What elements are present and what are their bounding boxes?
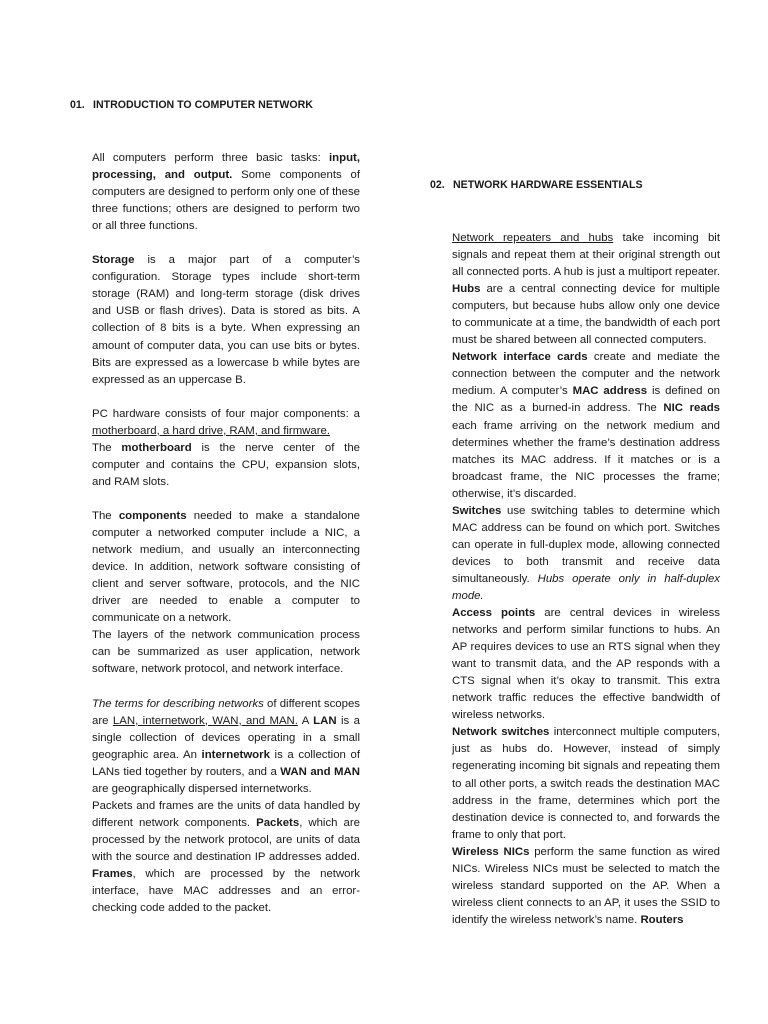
paragraph-access-points: Access points are central devices in wireless networks and perform similar functions to hubs. An AP requires devices to use an RTS signal when they want to transmit data, and the AP responds with a CTS signal when it’s okay to transmit. This extra network traffic reduces the effective bandwidth of wireless networks. xyxy=(452,607,721,722)
section-number: 01. xyxy=(70,99,85,111)
section-title: NETWORK HARDWARE ESSENTIALS xyxy=(453,179,643,191)
paragraph-network-switches: Network switches interconnect multiple computers, just as hubs do. However, instead of simply regenerating incoming bit signals and repeating them to all other ports, a switch reads the destination MAC address in the frame, determines which port the destination device is connected to, and forwards the frame to only that port. xyxy=(452,726,720,841)
section-heading-02 xyxy=(430,178,643,192)
section-number: 02. xyxy=(430,179,445,191)
paragraph-nic: Network interface cards create and mediate the connection between the computer and the network medium. A computer’s MAC address is defined on the NIC as a burned-in address. The NIC reads each frame arriving on the network medium and determines whether the frame’s destination address matches its MAC address. If it matches or is a broadcast frame, the NIC processes the frame; otherwise, it’s discarded. xyxy=(452,351,720,500)
section-title: INTRODUCTION TO COMPUTER NETWORK xyxy=(93,99,313,111)
paragraph-packets-frames: Packets and frames are the units of data handled by different network components. Packets, which are processed by the network protocol, are units of data with the source and destination IP addresses added. Frames, which are processed by the network interface, have MAC addresses and an error-checking code added to the packet. xyxy=(92,799,360,915)
paragraph-motherboard: The motherboard is the nerve center of the computer and contains the CPU, expansion slots, and RAM slots. xyxy=(92,441,360,488)
paragraph-basic-tasks: All computers perform three basic tasks: input, processing, and output. Some components of computers are designed to perform only one of these three functions; others are designed to perform two or all three functions. xyxy=(92,152,360,233)
paragraph-layers: The layers of the network communication process can be summarized as user application, network software, network protocol, and network interface. xyxy=(92,629,360,676)
paragraph-wireless-nics: Wireless NICs perform the same function as wired NICs. Wireless NICs must be selected to match the wireless standard supported on the AP. When a wireless client connects to an AP, it uses the SSID to identify the wireless network’s name. Routers xyxy=(452,845,720,926)
section-heading-01 xyxy=(70,98,313,112)
paragraph-repeaters-hubs: Network repeaters and hubs take incoming bit signals and repeat them at their original strength out all connected ports. A hub is just a multiport repeater. Hubs are a central connecting device for multiple computers, but because hubs allow only one device to communicate at a time, the bandwidth of each port must be shared between all connected computers. xyxy=(452,232,720,347)
paragraph-storage: Storage is a major part of a computer’s configuration. Storage types include short-term storage (RAM) and long-term storage (disk drives and USB or flash drives). Data is stored as bits. A collection of 8 bits is a byte. When expressing an amount of computer data, you can use bits or bytes. Bits are expressed as a lowercase b while bytes are expressed as an uppercase B. xyxy=(92,254,360,386)
paragraph-network-terms: The terms for describing networks of different scopes are LAN, internetwork, WAN, and MAN. A LAN is a single collection of devices operating in a small geographic area. An internetwork is a collection of LANs tied together by routers, and a WAN and MAN are geographically dispersed internetworks. xyxy=(92,697,360,795)
left-column xyxy=(92,150,360,917)
paragraph-pc-hardware: PC hardware consists of four major components: a motherboard, a hard drive, RAM, and firmware. xyxy=(92,407,360,437)
right-column xyxy=(452,230,720,929)
paragraph-components: The components needed to make a standalone computer a networked computer include a NIC, a network medium, and usually an interconnecting device. In addition, network software consisting of client and server software, protocols, and the NIC driver are needed to enable a computer to communicate on a network. xyxy=(92,509,361,625)
paragraph-switches: Switches use switching tables to determine which MAC address can be found on which port. Switches can operate in full-duplex mode, allowing connected devices to both transmit and receive data simultaneously. Hubs operate only in half-duplex mode. xyxy=(452,504,720,602)
